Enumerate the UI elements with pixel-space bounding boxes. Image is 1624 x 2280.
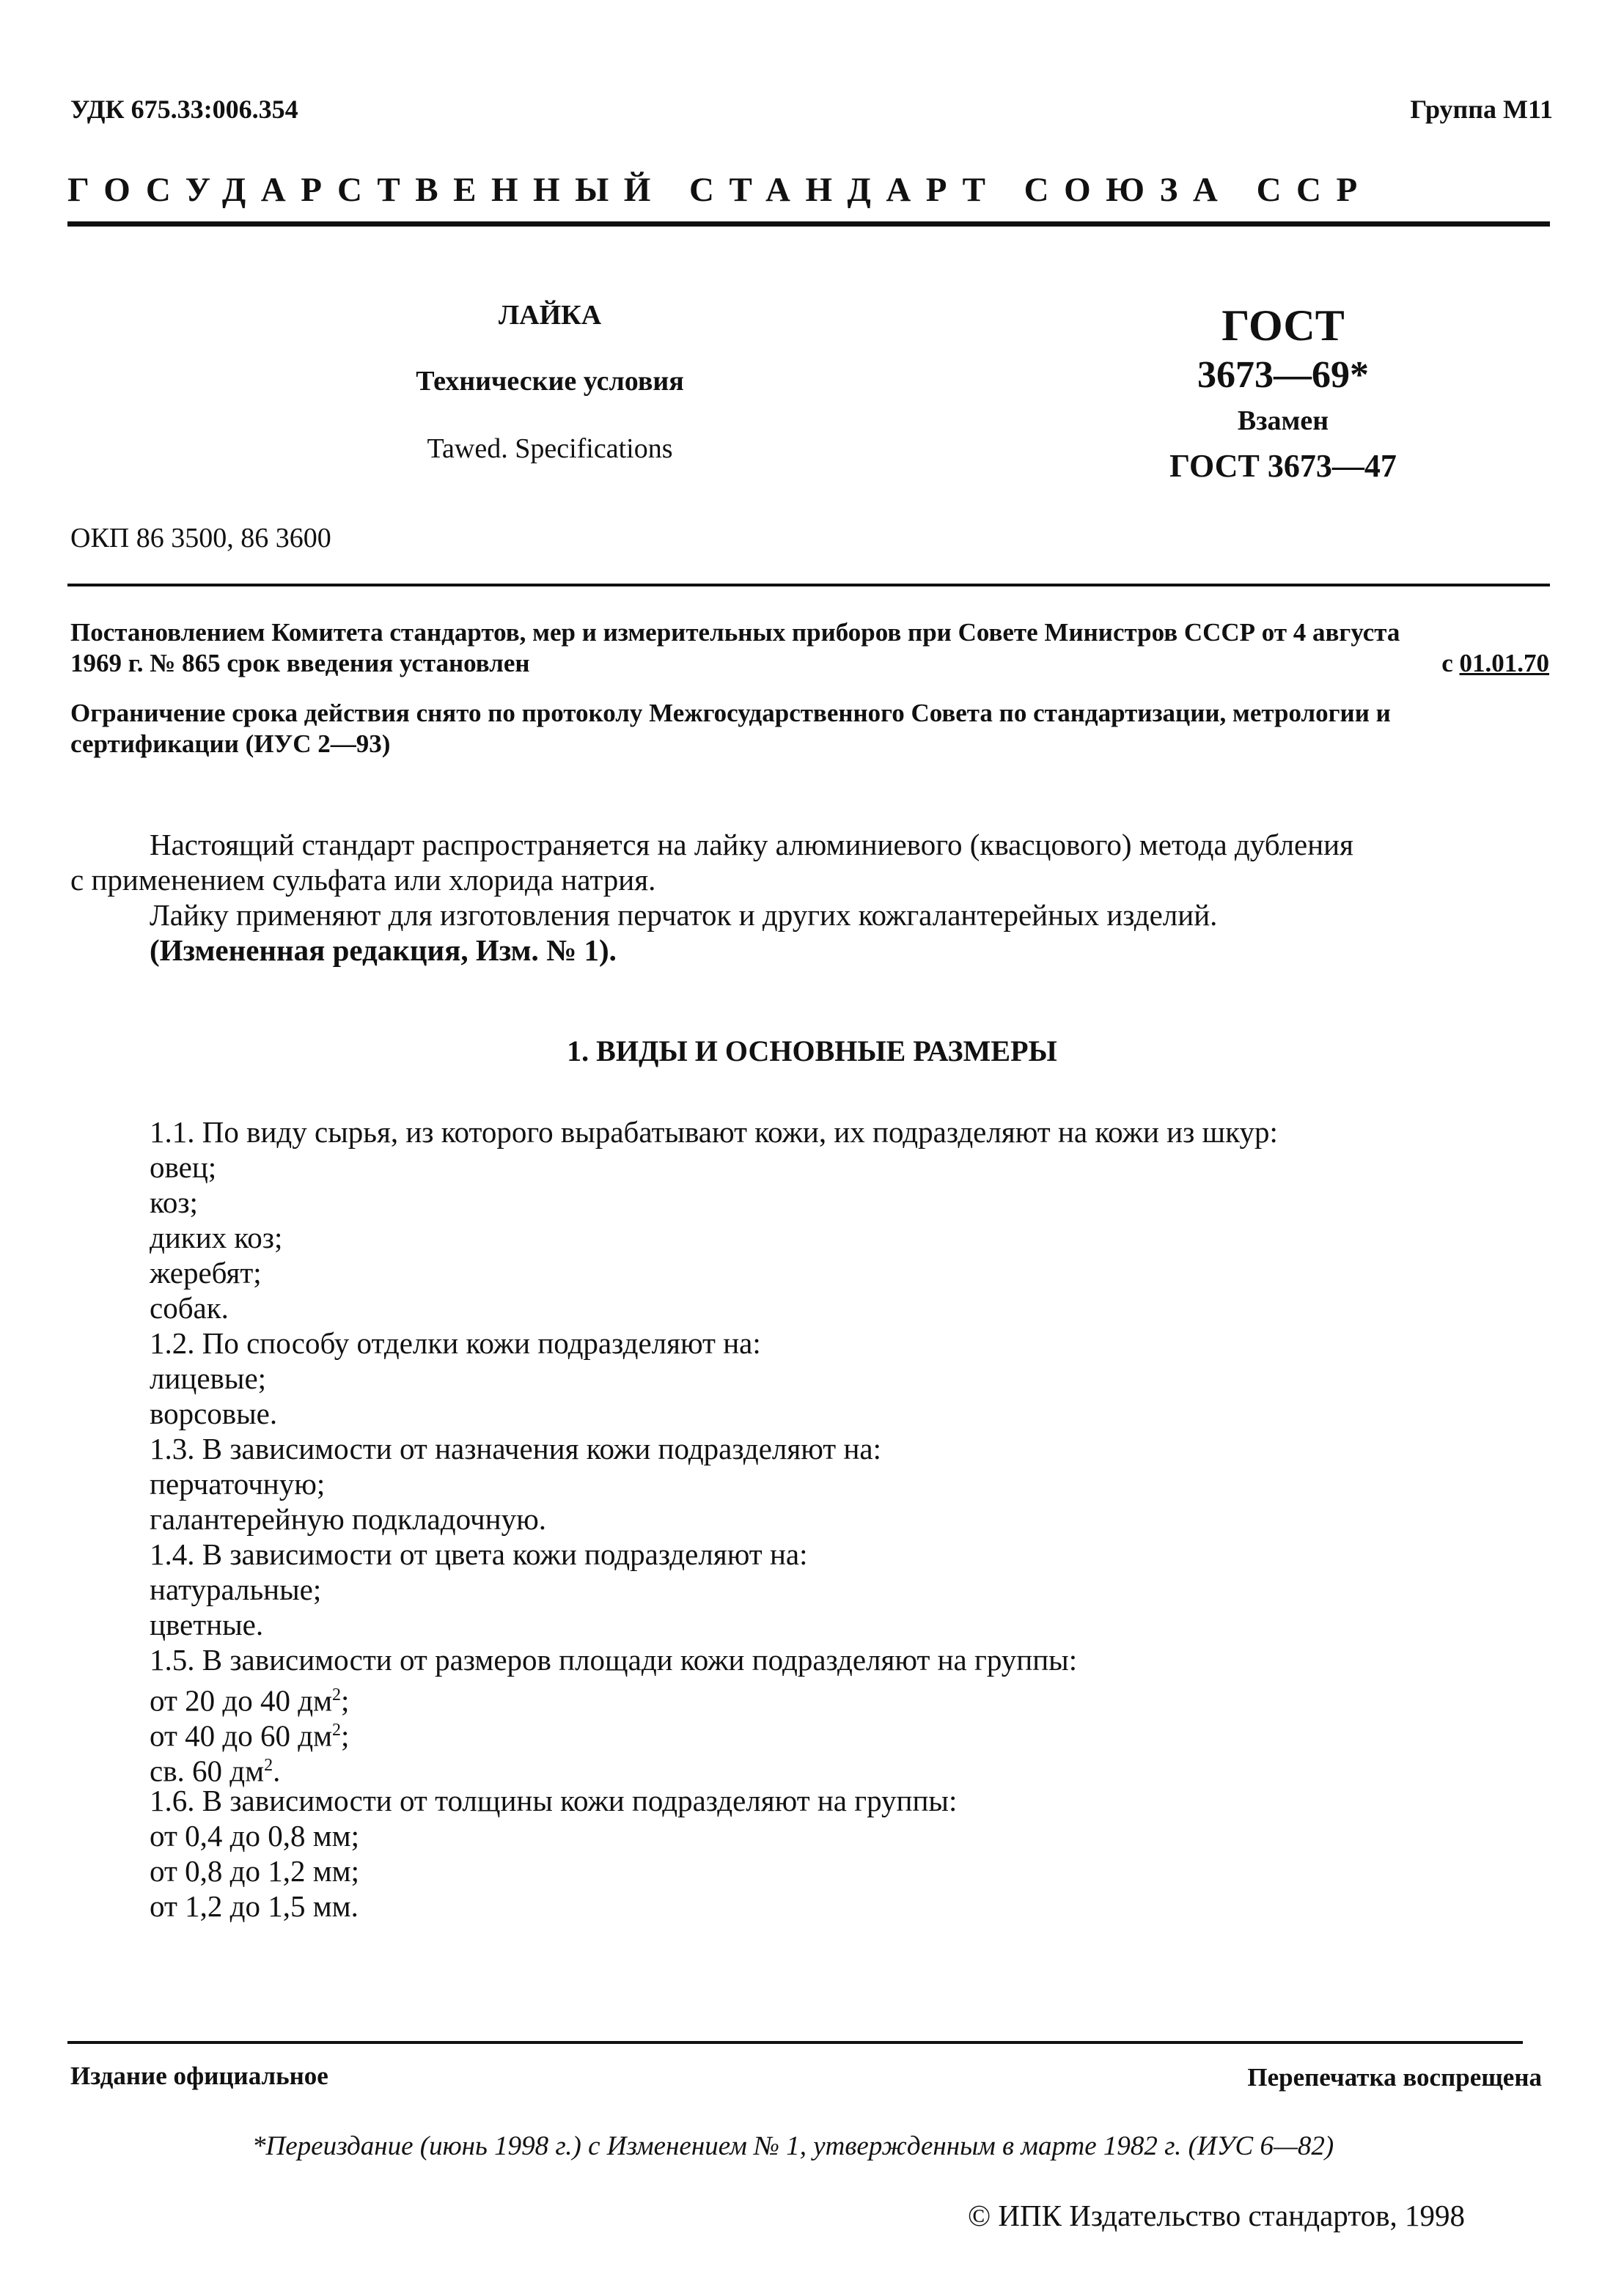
list-line: 1.3. В зависимости от назначения кожи подразделяют на: xyxy=(150,1432,881,1466)
okp-divider xyxy=(67,584,1550,586)
list-line: натуральные; xyxy=(150,1573,322,1606)
list-line: коз; xyxy=(150,1185,198,1219)
list-line: от 0,8 до 1,2 мм; xyxy=(150,1854,360,1888)
header-divider xyxy=(67,221,1550,227)
limitation-line-1: Ограничение срока действия снято по протоколу Межгосударственного Совета по стандартизации, метрологии и xyxy=(70,699,1391,727)
gost-number: 3673—69* xyxy=(1197,354,1369,396)
footer-divider xyxy=(67,2041,1523,2044)
area-group-text: от 20 до 40 дм xyxy=(150,1683,333,1718)
intro-line-1: Настоящий стандарт распространяется на лайку алюминиевого (квасцового) метода дубления xyxy=(150,828,1353,861)
decree-line-2: 1969 г. № 865 срок введения установлен xyxy=(70,649,530,677)
list-line: цветные. xyxy=(150,1608,264,1641)
limitation-line-2: сертификации (ИУС 2—93) xyxy=(70,729,391,758)
list-line: 1.1. По виду сырья, из которого вырабатывают кожи, их подразделяют на кожи из шкур: xyxy=(150,1115,1278,1149)
list-line: диких коз; xyxy=(150,1221,283,1254)
area-group-tail: ; xyxy=(341,1683,350,1718)
effective-date xyxy=(1441,648,1549,679)
udk-code: УДК 675.33:006.354 xyxy=(70,95,298,124)
replaces-number: ГОСТ 3673—47 xyxy=(1169,448,1397,484)
list-line: овец; xyxy=(150,1150,217,1184)
document-english-title: Tawed. Specifications xyxy=(427,433,673,464)
area-group-text: св. 60 дм xyxy=(150,1754,265,1788)
gost-label: ГОСТ xyxy=(1221,301,1345,350)
group-code: Группа М11 xyxy=(1410,95,1553,124)
document-subtitle: Технические условия xyxy=(416,366,684,397)
amendment-note: (Измененная редакция, Изм. № 1). xyxy=(150,933,617,967)
document-name: ЛАЙКА xyxy=(498,300,602,331)
list-line: собак. xyxy=(150,1291,229,1325)
reprint-prohibited: Перепечатка воспрещена xyxy=(1247,2063,1542,2092)
list-line: от 1,2 до 1,5 мм. xyxy=(150,1889,359,1923)
area-group-sup: 2 xyxy=(332,1721,342,1740)
list-line: 1.4. В зависимости от цвета кожи подразделяют на: xyxy=(150,1537,808,1571)
area-group-tail: ; xyxy=(341,1718,350,1753)
list-line: 1.6. В зависимости от толщины кожи подразделяют на группы: xyxy=(150,1784,958,1817)
effective-date-prefix: с xyxy=(1441,649,1453,677)
list-line: галантерейную подкладочную. xyxy=(150,1502,546,1536)
list-line: лицевые; xyxy=(150,1361,267,1395)
replaces-label: Взамен xyxy=(1237,405,1329,436)
list-line: от 0,4 до 0,8 мм; xyxy=(150,1819,360,1853)
list-line: жеребят; xyxy=(150,1256,262,1290)
list-line: ворсовые. xyxy=(150,1397,278,1430)
list-line: 1.2. По способу отделки кожи подразделяют на: xyxy=(150,1326,761,1360)
intro-line-3: Лайку применяют для изготовления перчаток и других кожгалантерейных изделий. xyxy=(150,898,1218,932)
state-standard-title: ГОСУДАРСТВЕННЫЙ СТАНДАРТ СОЮЗА ССР xyxy=(67,171,1373,209)
area-group-sup: 2 xyxy=(332,1685,342,1705)
area-group-text: от 40 до 60 дм xyxy=(150,1718,333,1753)
effective-date-value: 01.01.70 xyxy=(1459,649,1549,677)
intro-line-2: с применением сульфата или хлорида натрия. xyxy=(70,863,656,897)
official-edition: Издание официальное xyxy=(70,2062,328,2090)
list-line: 1.5. В зависимости от размеров площади кожи подразделяют на группы: xyxy=(150,1643,1078,1677)
decree-line-1: Постановлением Комитета стандартов, мер и измерительных приборов при Совете Министров СССР от 4 августа xyxy=(70,618,1400,647)
copyright: © ИПК Издательство стандартов, 1998 xyxy=(968,2199,1466,2232)
area-group-tail: . xyxy=(273,1754,281,1788)
area-group-sup: 2 xyxy=(264,1756,273,1775)
list-line: перчаточную; xyxy=(150,1467,326,1501)
reissue-note: *Переиздание (июнь 1998 г.) с Изменением № 1, утвержденным в марте 1982 г. (ИУС 6—82) xyxy=(252,2131,1334,2161)
okp-code: ОКП 86 3500, 86 3600 xyxy=(70,523,331,554)
section-1-title: 1. ВИДЫ И ОСНОВНЫЕ РАЗМЕРЫ xyxy=(567,1034,1057,1067)
